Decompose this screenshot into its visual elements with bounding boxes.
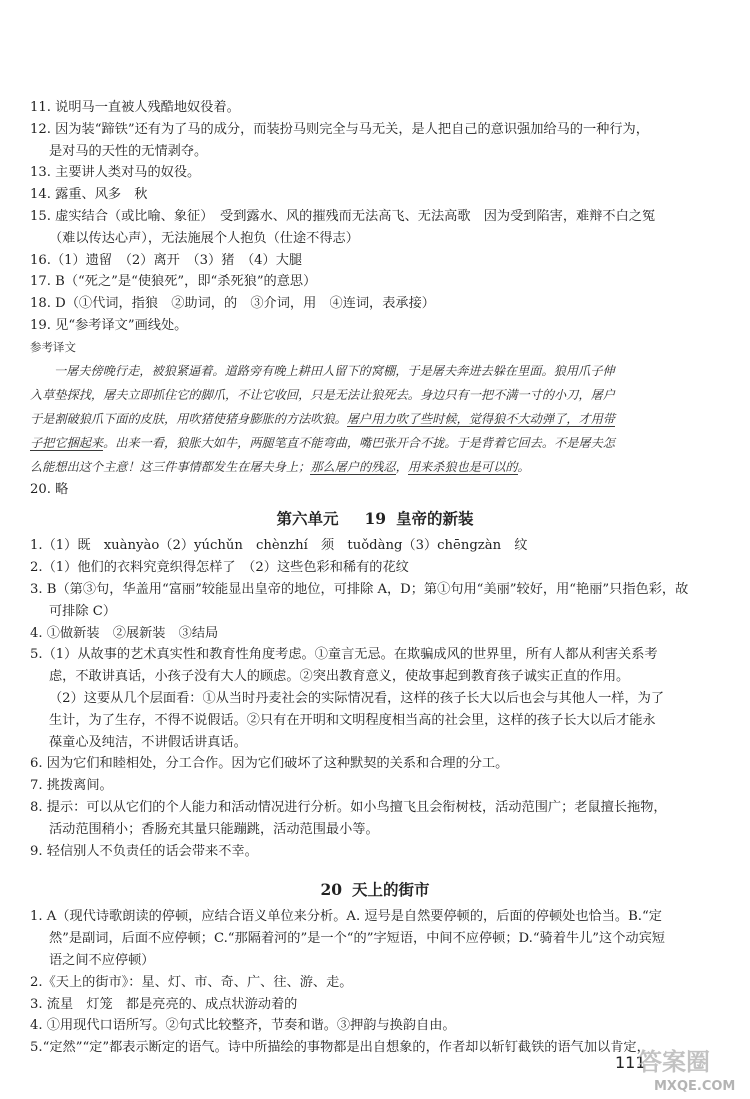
answer-line: （2）这要从几个层面看：①从当时丹麦社会的实际情况看，这样的孩子长大以后也会与其他人一样，为了 (49, 690, 665, 706)
answer-line: 1.（1）既 xuànyào（2）yúchǔn chènzhí 须 tuǒdàng（3）chēngzàn 纹 (30, 538, 528, 554)
answer-line: 5.“定然”“定”都表示断定的语气。诗中所描绘的事物都是出自想象的，作者却以斩钉截铁的语气加以肯定， (30, 1040, 650, 1056)
answer-line: 15. 虚实结合（或比喻、象征） 受到露水、风的摧残而无法高飞、无法高歌 因为受到陷害，难辩不白之冤 (30, 208, 656, 224)
answer-line: 2.（1）他们的衣料究竟织得怎样了 （2）这些色彩和稀有的花纹 (30, 560, 409, 576)
section-heading (30, 878, 720, 902)
reference-translation-label: 参考译文 (30, 339, 76, 354)
answer-line: 11. 说明马一直被人残酷地奴役着。 (30, 100, 240, 115)
answer-line: 1. A（现代诗歌朗读的停顿，应结合语义单位来分析。A. 逗号是自然要停顿的，后面的停顿处也恰当。B.“定 (30, 909, 662, 925)
answer-content (30, 97, 720, 1059)
translation-text: 。 (517, 459, 530, 474)
answer-line: 14. 露重、风多 秋 (30, 187, 148, 203)
answer-line: 是对马的天性的无情剥夺。 (49, 143, 208, 159)
answer-line: 语之间不应停顿） (49, 952, 155, 968)
answer-line: 5.（1）从故事的艺术真实性和教育性角度考虑。①童言无忌。在欺骗成风的世界里，所有人都从利害关系考 (30, 647, 658, 663)
reference-translation (30, 359, 720, 479)
page-number: 111 (615, 1053, 646, 1072)
answer-line: 葆童心及纯洁，不讲假话讲真话。 (49, 734, 247, 750)
underlined-answer: 那么屠户的残忍 (310, 459, 396, 474)
translation-line: 一屠夫傍晚行走，被狼紧逼着。道路旁有晚上耕田人留下的窝棚，于是屠夫奔进去躲在里面。狼用爪子伸 (54, 363, 615, 378)
svg-text:答案圈: 答案圈 (638, 1048, 710, 1076)
translation-text: 么能想出这个主意！这三件事情都发生在屠夫身上； (30, 459, 311, 474)
translation-line (30, 455, 720, 479)
answer-line: 4. ①做新装 ②展新装 ③结局 (30, 625, 219, 641)
lesson-title: 天上的街市 (352, 880, 430, 900)
translation-text: ， (395, 459, 408, 474)
answer-line: 8. 提示：可以从它们的个人能力和活动情况进行分析。如小鸟擅飞且会衔树枝，活动范围广；老鼠擅长拖物， (30, 799, 667, 815)
lesson-number: 20 (320, 880, 343, 900)
answer-line: 18. D（①代词，指狼 ②助词，的 ③介词，用 ④连词，表承接） (30, 296, 435, 312)
answer-line: 19. 见“参考译文”画线处。 (30, 317, 188, 333)
answer-line: 4. ①用现代口语所写。②句式比较整齐，节奏和谐。③押韵与换韵自由。 (30, 1018, 456, 1034)
unit-label: 第六单元 (276, 509, 339, 529)
answer-line: 9. 轻信别人不负责任的话会带来不幸。 (30, 843, 258, 859)
answer-line: 13. 主要讲人类对马的奴役。 (30, 165, 201, 181)
underlined-answer: 用来杀狼也是可以的 (407, 459, 518, 474)
answer-line: 生计，为了生存，不得不说假话。②只有在开明和文明程度相当高的社会里，这样的孩子长大以后才能永 (49, 712, 656, 728)
answer-line: 6. 因为它们和睦相处，分工合作。因为它们破坏了这种默契的关系和合理的分工。 (30, 756, 509, 772)
answer-line: 12. 因为装“蹄铁”还有为了马的成分，而装扮马则完全与马无关，是人把自己的意识强加给马的一种行为， (30, 121, 649, 137)
answer-line: 3. 流星 灯笼 都是亮亮的、成点状游动着的 (30, 996, 298, 1012)
translation-text: 于是割破狼爪下面的皮肤，用吹猪使猪身膨胀的方法吹狼。 (30, 411, 347, 426)
svg-text:MXQE.COM: MXQE.COM (654, 1079, 736, 1094)
answer-line: 20. 略 (30, 481, 69, 497)
answer-line: 活动范围稍小；香肠充其量只能蹦跳，活动范围最小等。 (49, 821, 379, 837)
translation-text: 。出来一看，狼胀大如牛，两腿笔直不能弯曲，嘴巴张开合不拢。于是背着它回去。不是屠夫怎 (103, 435, 615, 450)
translation-line (30, 431, 720, 455)
answer-line: 17. B（“死之”是“使狼死”，即“杀死狼”的意思） (30, 274, 317, 290)
translation-line: 入草垫探找，屠夫立即抓住它的脚爪，不让它收回，只是无法让狼死去。身边只有一把不满一寸的小刀，屠户 (30, 387, 615, 402)
watermark-logo-icon (632, 1040, 744, 1096)
answer-line: （难以传达心声），无法施展个人抱负（仕途不得志） (49, 230, 359, 246)
underlined-answer: 子把它捆起来 (30, 435, 104, 450)
underlined-answer: 屠户用力吹了些时候，觉得狼不大动弹了，才用带 (346, 411, 615, 426)
answer-line: 7. 挑拨离间。 (30, 778, 113, 794)
translation-line (30, 407, 720, 431)
answer-line: 3. B（第③句，华盖用“富丽”较能显出皇帝的地位，可排除 A，D；第①句用“美丽”较好，用“艳丽”只指色彩，故 (30, 581, 689, 597)
section-heading (30, 507, 720, 531)
answer-line: 然”是副词，后面不应停顿；C.“那隔着河的”是一个“的”字短语，中间不应停顿；D.“骑着牛儿”这个动宾短 (49, 931, 665, 947)
answer-line: 2.《天上的街市》：星、灯、市、奇、广、往、游、走。 (30, 974, 353, 990)
lesson-number: 19 (364, 509, 387, 529)
answer-line: 16.（1）遗留 （2）离开 （3）猪 （4）大腿 (30, 252, 303, 268)
lesson-title: 皇帝的新装 (396, 509, 474, 529)
answer-line: 虑，不敢讲真话，小孩子没有大人的顾虑。②突出教育意义，使故事起到教育孩子诚实正直的作用。 (49, 669, 630, 685)
answer-line: 可排除 C） (49, 603, 117, 619)
